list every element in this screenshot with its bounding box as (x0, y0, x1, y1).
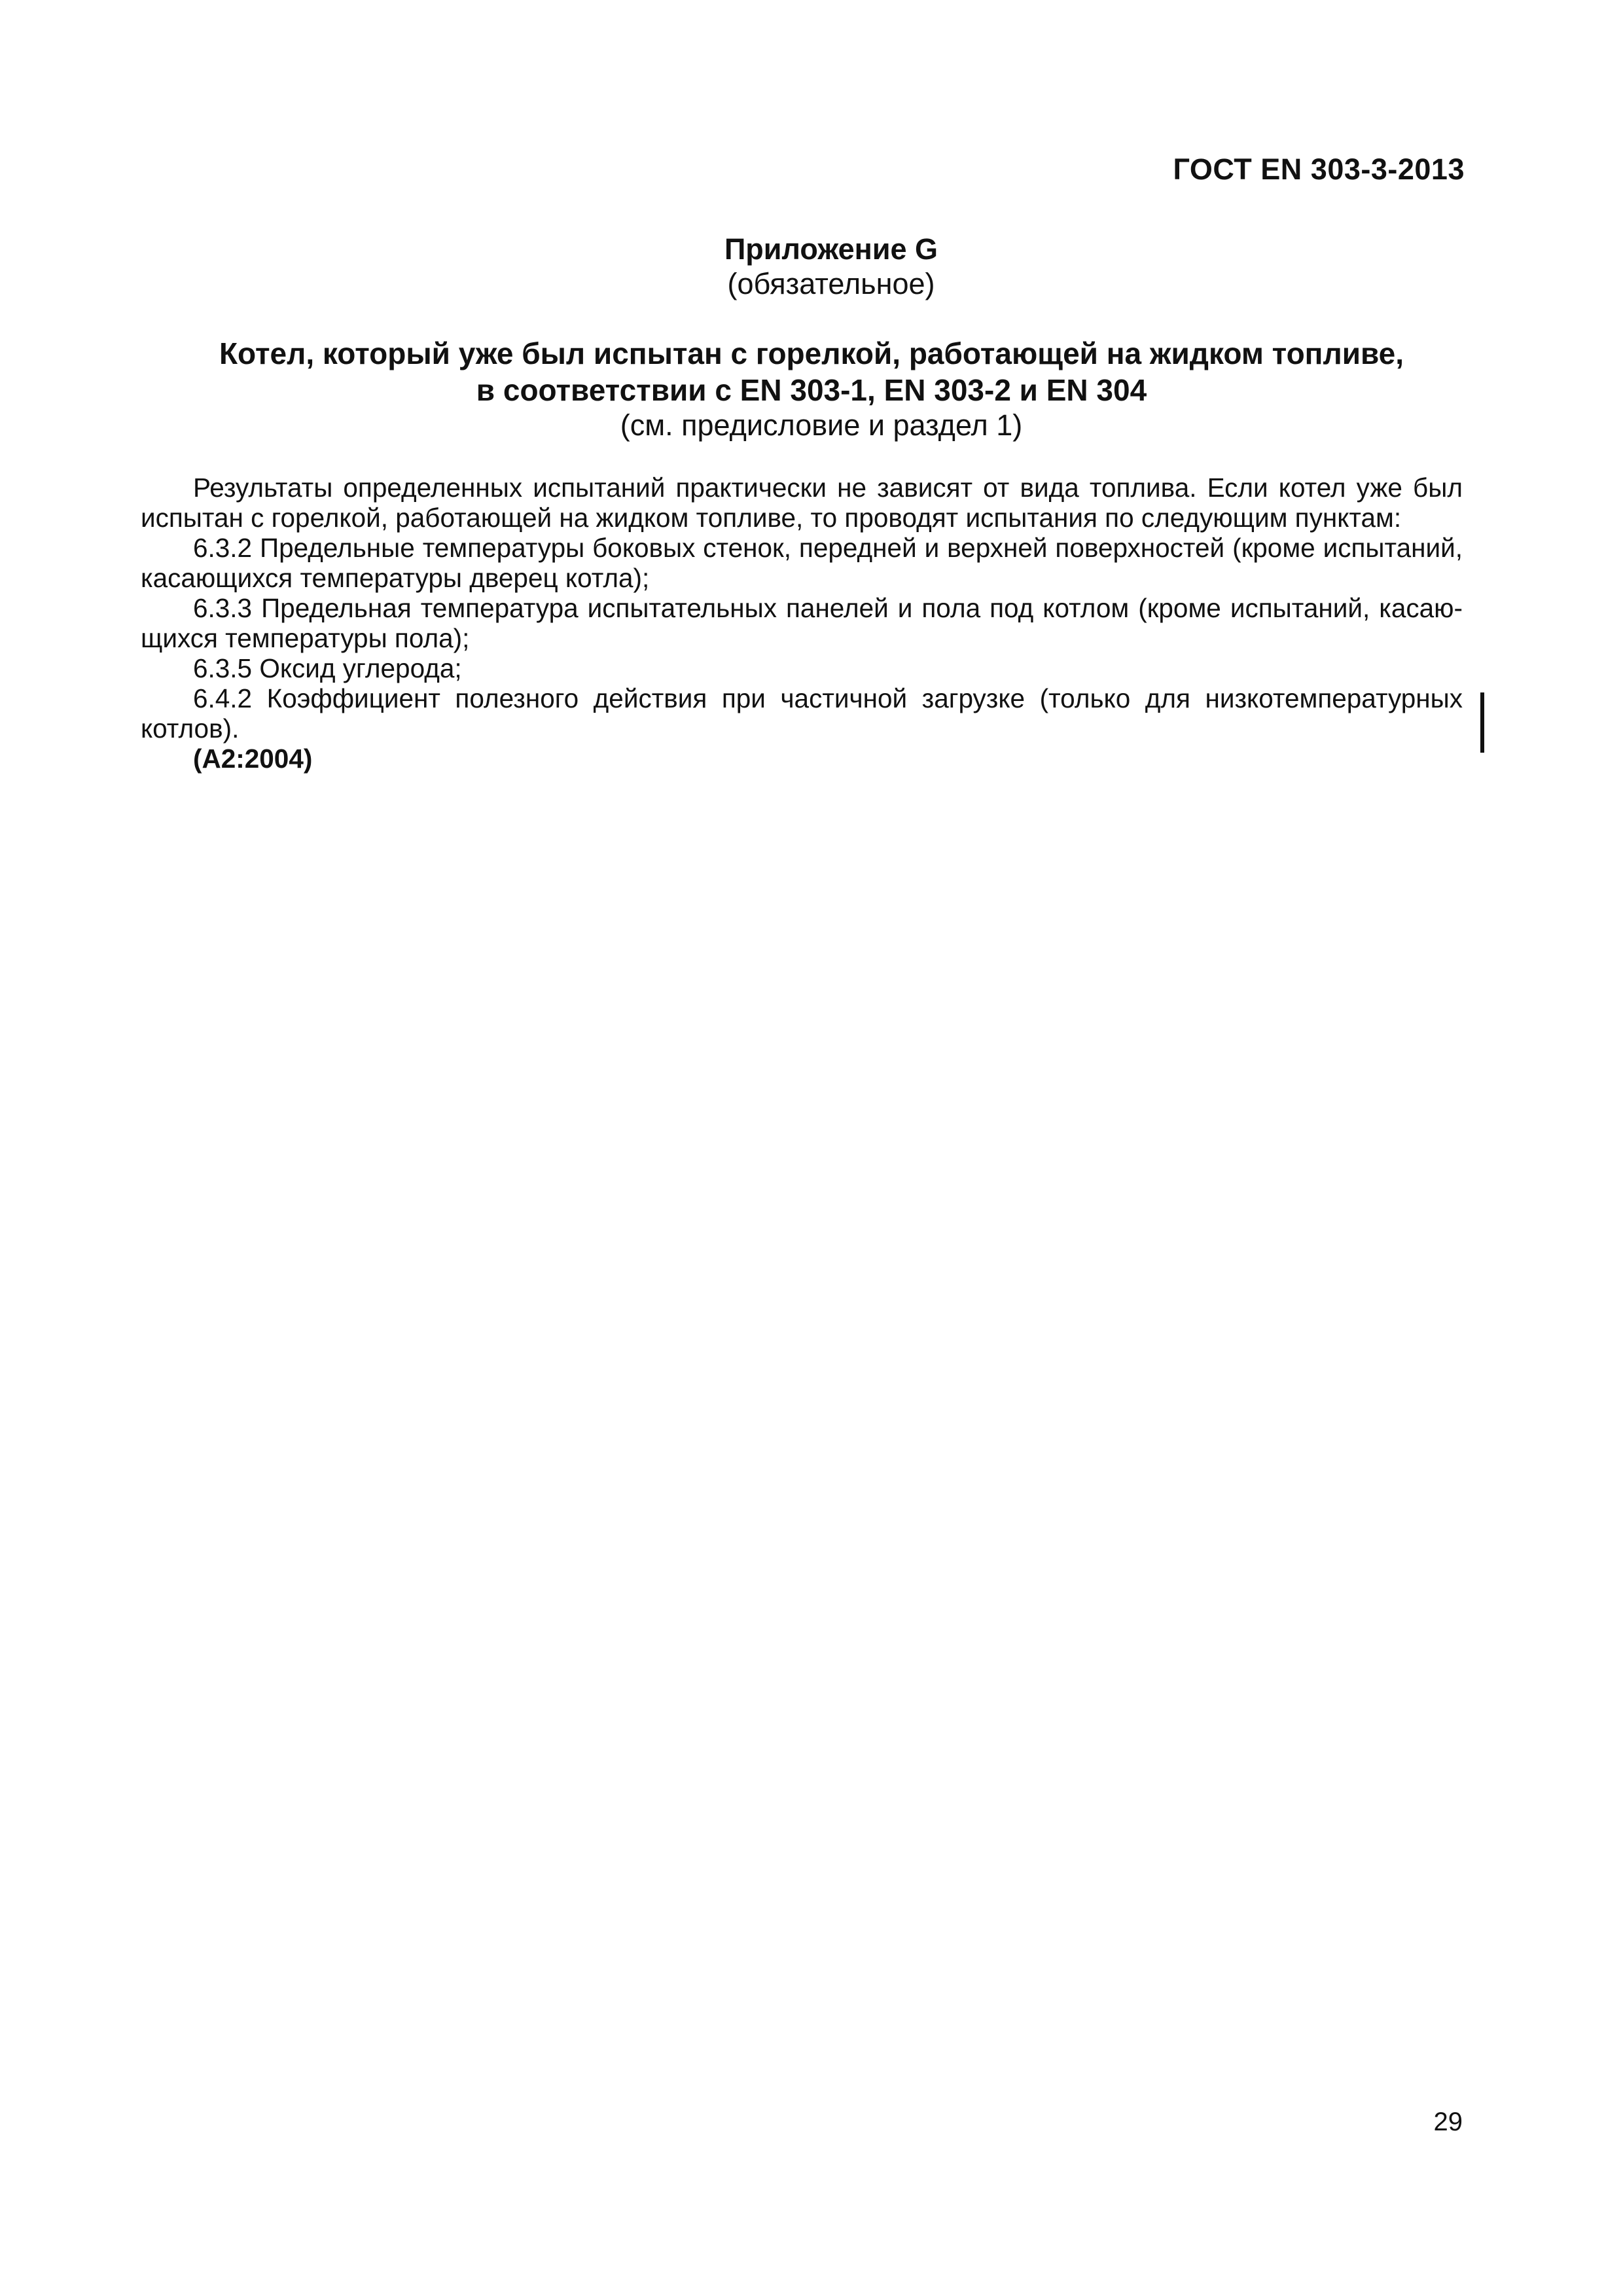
intro-paragraph: Результаты определенных испытаний практически не зависят от вида топлива. Если котел уже был испытан с горелкой, работающей на жидком топливе, то проводят испытания по следующим пунктам: (141, 473, 1463, 533)
annex-heading-note: (см. предисловие и раздел 1) (620, 408, 1023, 442)
annex-title: Приложение G (724, 232, 938, 266)
annex-heading (0, 335, 1623, 408)
standard-designation: ГОСТ EN 303-3-2013 (1173, 152, 1465, 186)
list-item: 6.4.2 Коэффициент полезного действия при частичной загрузке (только для низкотемпературных котлов). (141, 683, 1463, 744)
annex-heading-line-2: в соответствии с EN 303-1, EN 303-2 и EN 304 (476, 373, 1147, 407)
amendment-reference: (A2:2004) (193, 744, 313, 774)
annex-status: (обязательное) (727, 267, 935, 300)
annex-body (141, 473, 1463, 774)
page-number: 29 (1433, 2108, 1463, 2136)
list-item: 6.3.5 Оксид углерода; (193, 653, 462, 683)
list-item: 6.3.3 Предельная температура испытательных панелей и пола под котлом (кроме испытаний, касающихся температуры пола); (141, 593, 1463, 653)
annex-heading-line-1: Котел, который уже был испытан с горелкой, работающей на жидком топливе, (219, 336, 1404, 370)
change-bar (1480, 692, 1484, 753)
list-item: 6.3.2 Предельные температуры боковых стенок, передней и верхней поверхностей (кроме испытаний, касающихся температуры дверец котла); (141, 533, 1463, 593)
